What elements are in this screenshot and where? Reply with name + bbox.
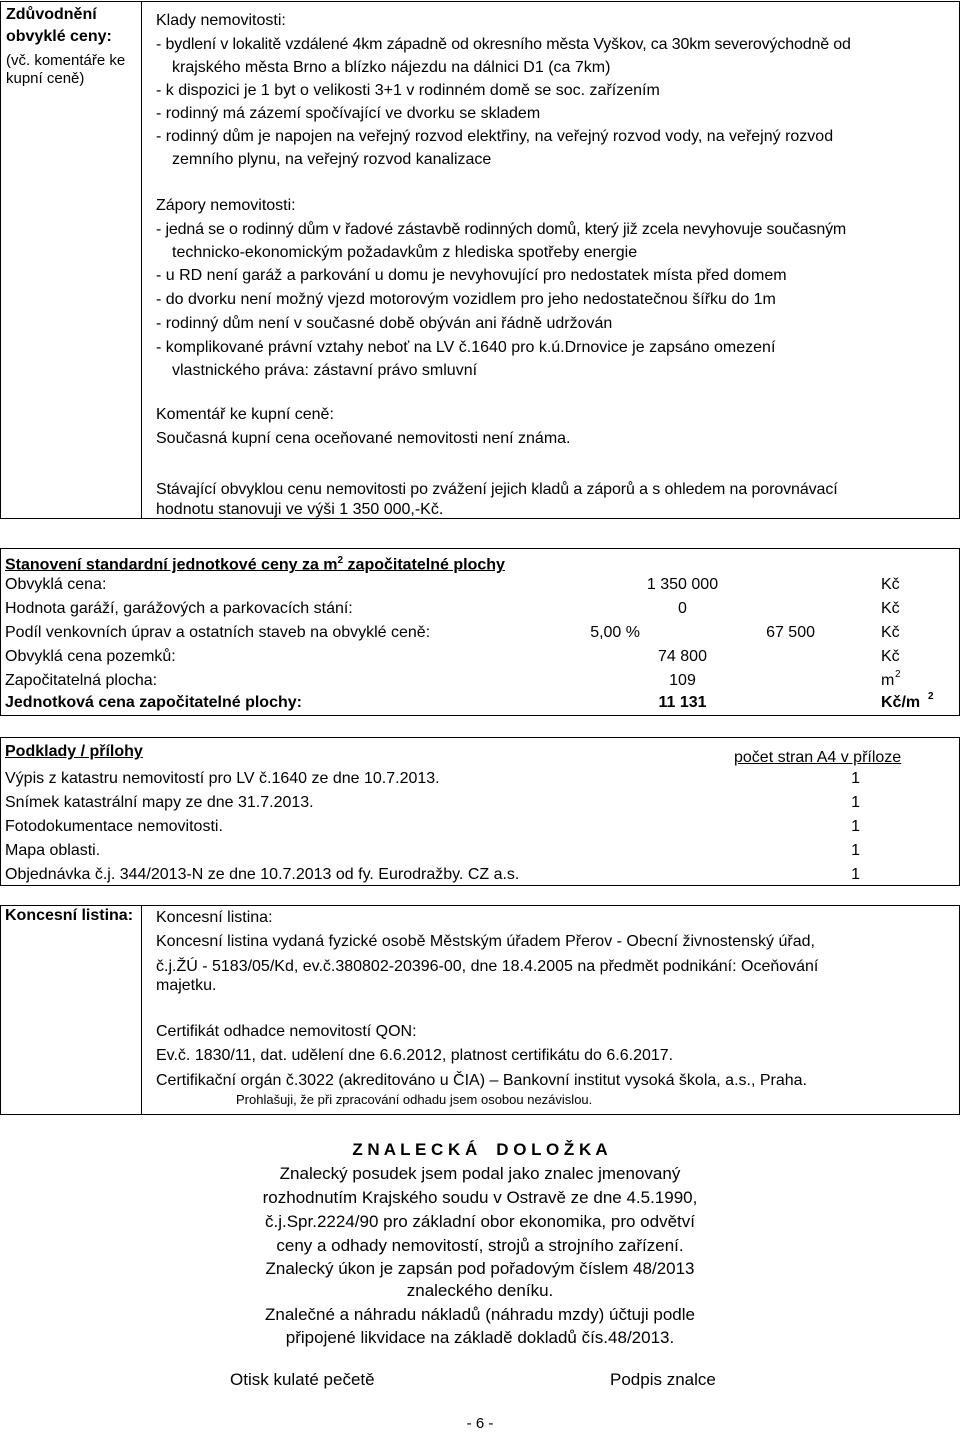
attachment-row <box>0 864 958 886</box>
unit-row-unit: Kč <box>881 576 900 593</box>
unit-row-value: 11 131 <box>658 694 707 711</box>
justification-title-1: Zdůvodnění <box>6 6 97 23</box>
unit-price-heading-tail: započitatelné plochy <box>343 556 505 574</box>
justification-title-2: obvyklé ceny: <box>6 28 112 45</box>
attachment-row <box>0 768 958 790</box>
pros-line: krajského města Brno a blízko nájezdu na dálnici D1 (ca 7km) <box>172 59 611 76</box>
pros-line: zemního plynu, na veřejný rozvod kanalizace <box>172 151 492 168</box>
expert-clause-line: Znalecký úkon je zapsán pod pořadovým číslem 48/2013 <box>265 1259 695 1278</box>
unit-row-label: Hodnota garáží, garážových a parkovacích stání: <box>5 600 353 617</box>
cons-line: - do dvorku není možný vjezd motorovým vozidlem pro jeho nedostatečnou šířku do 1m <box>156 291 776 308</box>
page-number: - 6 - <box>466 1415 494 1432</box>
attachment-page-count: 1 <box>851 794 860 811</box>
justification-note-2: kupní ceně) <box>6 70 85 87</box>
unit-row-unit: Kč <box>881 648 900 665</box>
cons-line: - komplikované právní vztahy neboť na LV č.1640 pro k.ú.Drnovice je zapsáno omezení <box>156 339 776 356</box>
expert-clause-line: Znalečné a náhradu nákladů (náhradu mzdy) účtuji podle <box>265 1305 695 1324</box>
final-price-line: hodnotu stanovuji ve výši 1 350 000,-Kč. <box>156 501 444 518</box>
pros-line: - rodinný dům je napojen na veřejný rozvod elektřiny, na veřejný rozvod vody, na veřejný rozvod <box>156 128 834 145</box>
attachment-page-count: 1 <box>851 866 860 883</box>
expert-clause-line: č.j.Spr.2224/90 pro základní obor ekonomika, pro odvětví <box>265 1212 695 1231</box>
unit-row-unit-sup: 2 <box>928 691 934 702</box>
pros-line: - k dispozici je 1 byt o velikosti 3+1 v rodinném domě se soc. zařízením <box>156 82 660 99</box>
signature-label: Podpis znalce <box>610 1370 716 1389</box>
expert-clause-line: ceny a odhady nemovitostí, strojů a strojního zařízení. <box>276 1236 684 1255</box>
attachment-page-count: 1 <box>851 770 860 787</box>
comment-text: Současná kupní cena oceňované nemovitosti není známa. <box>156 430 571 447</box>
final-price-line: Stávající obvyklou cenu nemovitosti po zvážení jejich kladů a záporů a s ohledem na porovnávací <box>156 481 838 498</box>
unit-row-label: Obvyklá cena pozemků: <box>5 648 176 665</box>
unit-price-row <box>0 646 958 668</box>
attachment-row <box>0 816 958 838</box>
unit-row-unit: Kč <box>881 624 900 641</box>
comment-heading: Komentář ke kupní ceně: <box>156 406 334 423</box>
unit-row-percent: 5,00 % <box>590 624 640 641</box>
pros-line: - bydlení v lokalitě vzdálené 4km západně od okresního města Vyškov, ca 30km severovýchodně od <box>156 36 851 53</box>
unit-row-label: Obvyklá cena: <box>5 576 107 593</box>
attachment-row <box>0 840 958 862</box>
license-heading: Koncesní listina: <box>156 909 273 926</box>
unit-row-value: 74 800 <box>658 648 707 665</box>
unit-price-heading-text: Stanovení standardní jednotkové ceny za m <box>5 556 338 574</box>
independence-declaration: Prohlašuji, že při zpracování odhadu jsem osobou nezávislou. <box>236 1092 593 1107</box>
unit-row-value: 0 <box>678 600 687 617</box>
pros-heading: Klady nemovitosti: <box>156 12 286 29</box>
attachment-label: Fotodokumentace nemovitosti. <box>5 818 223 835</box>
unit-row-value: 109 <box>669 672 696 689</box>
license-text-line: Koncesní listina vydaná fyzické osobě Městským úřadem Přerov - Obecní živnostenský úřad, <box>156 933 815 950</box>
unit-row-unit: Kč <box>881 600 900 617</box>
expert-clause-line: rozhodnutím Krajského soudu v Ostravě ze dne 4.5.1990, <box>262 1188 698 1207</box>
unit-row-unit-sup: 2 <box>895 669 901 680</box>
attachment-row <box>0 792 958 814</box>
attachment-label: Objednávka č.j. 344/2013-N ze dne 10.7.2013 od fy. Eurodražby. CZ a.s. <box>5 866 520 883</box>
unit-price-row <box>0 598 958 620</box>
cons-line: - u RD není garáž a parkování u domu je nevyhovující pro nedostatek místa před domem <box>156 267 787 284</box>
unit-row-unit: Kč/m <box>881 694 921 711</box>
certificate-line: Certifikační orgán č.3022 (akreditováno u ČIA) – Bankovní institut vysoká škola, a.s., Praha. <box>156 1072 807 1089</box>
unit-price-row <box>0 692 958 714</box>
attachment-label: Výpis z katastru nemovitostí pro LV č.1640 ze dne 10.7.2013. <box>5 770 440 787</box>
cons-line: - rodinný dům není v současné době obýván ani řádně udržován <box>156 315 613 332</box>
license-side-title: Koncesní listina: <box>5 907 134 924</box>
cons-line: - jedná se o rodinný dům v řadové zástavbě rodinných domů, který již zcela nevyhovuje současným <box>156 221 847 238</box>
unit-row-value: 1 350 000 <box>646 576 719 593</box>
cons-line: vlastnického práva: zástavní právo smluvní <box>172 362 478 379</box>
attachments-heading: Podklady / přílohy <box>5 743 143 760</box>
pros-line: - rodinný má zázemí spočívající ve dvorku se skladem <box>156 105 541 122</box>
unit-row-extra: 67 500 <box>766 624 815 641</box>
attachment-page-count: 1 <box>851 842 860 859</box>
cons-heading: Zápory nemovitosti: <box>156 197 296 214</box>
license-label-box <box>0 905 142 1115</box>
attachments-count-heading: počet stran A4 v příloze <box>734 749 902 766</box>
unit-price-row <box>0 670 958 692</box>
attachment-page-count: 1 <box>851 818 860 835</box>
attachment-label: Snímek katastrální mapy ze dne 31.7.2013. <box>5 794 314 811</box>
justification-note-1: (vč. komentáře ke <box>6 52 126 69</box>
certificate-line: Ev.č. 1830/11, dat. udělení dne 6.6.2012, platnost certifikátu do 6.6.2017. <box>156 1047 674 1064</box>
license-text-line: majetku. <box>156 977 217 994</box>
unit-row-label: Jednotková cena započitatelné plochy: <box>5 694 302 711</box>
expert-clause-title: Z N A L E C K Á D O L O Ž K A <box>352 1140 608 1159</box>
cons-line: technicko-ekonomickým požadavkům z hlediska spotřeby energie <box>172 244 638 261</box>
unit-row-label: Započitatelná plocha: <box>5 672 158 689</box>
stamp-label: Otisk kulaté pečetě <box>230 1370 375 1389</box>
unit-price-row <box>0 574 958 596</box>
unit-price-row <box>0 622 958 644</box>
expert-clause-line: připojené likvidace na základě dokladů čís.48/2013. <box>285 1328 675 1347</box>
certificate-line: Certifikát odhadce nemovitostí QON: <box>156 1023 417 1040</box>
unit-price-heading-sup: 2 <box>337 555 344 566</box>
attachment-label: Mapa oblasti. <box>5 842 101 859</box>
unit-row-label: Podíl venkovních úprav a ostatních staveb na obvyklé ceně: <box>5 624 431 641</box>
expert-clause-line: Znalecký posudek jsem podal jako znalec jmenovaný <box>279 1164 681 1183</box>
expert-clause-line: znaleckého deníku. <box>406 1281 554 1300</box>
unit-row-unit: m <box>881 672 895 689</box>
license-text-line: č.j.ŽÚ - 5183/05/Kd, ev.č.380802-20396-00, dne 18.4.2005 na předmět podnikání: Oceňování <box>156 958 819 975</box>
